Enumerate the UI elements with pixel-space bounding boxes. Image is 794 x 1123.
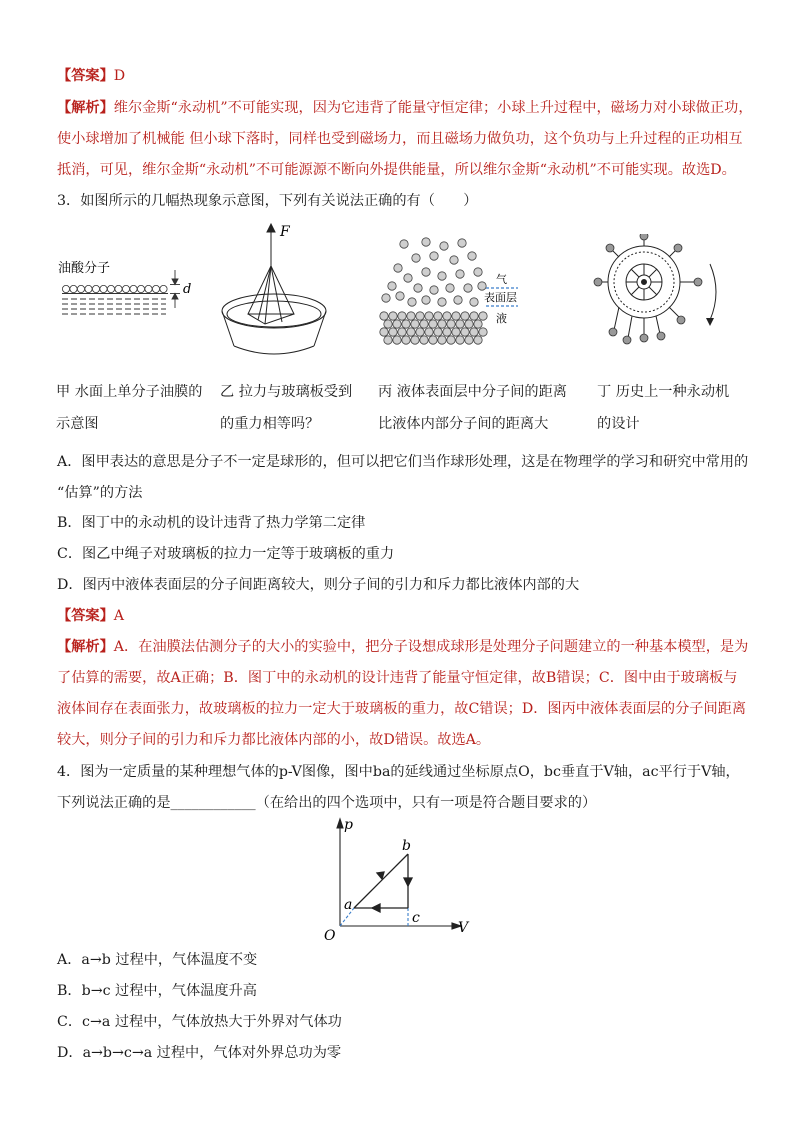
- surface-layer-label: 表面层: [484, 291, 517, 304]
- q3-option-b: B．图丁中的永动机的设计违背了热力学第二定律: [57, 515, 366, 531]
- q2-analysis-line-3: 抵消，可见，维尔金斯“永动机”不可能源源不断向外提供能量，所以维尔金斯“永动机”不可能实现。故选D。: [57, 162, 736, 178]
- q2-answer: [57, 66, 754, 86]
- liquid-label: 液: [496, 312, 507, 325]
- origin-label: O: [324, 928, 336, 944]
- q3-analysis-line-1: [57, 637, 754, 657]
- basin-bottom: [234, 346, 314, 354]
- point-a-label: a: [344, 897, 353, 913]
- gas-label: 气: [496, 273, 507, 286]
- analysis-text: 维尔金斯“永动机”不可能实现，因为它违背了能量守恒定律；小球上升过程中，磁场力对小球做正功，: [113, 100, 753, 116]
- point-c-label: c: [412, 910, 420, 926]
- caption-bing-2: 比液体内部分子间的距离大: [378, 416, 549, 432]
- oleic-acid-label: 油酸分子: [58, 261, 111, 276]
- caption-yi-2: 的重力相等吗？: [220, 416, 320, 432]
- answer-label: 【答案】: [57, 68, 114, 84]
- q4-stem-line-2: 下列说法正确的是____________（在给出的四个选项中，只有一项是符合题目要求的）: [57, 795, 597, 811]
- analysis-label: 【解析】: [57, 639, 114, 655]
- caption-ding-2: 的设计: [597, 416, 640, 432]
- q4-option-d: D．a→b→c→a 过程中，气体对外界总功为零: [57, 1045, 342, 1061]
- analysis-text: A．在油膜法估测分子的大小的实验中，把分子设想成球形是处理分子问题建立的一种基本模型，是为: [113, 639, 749, 655]
- gas-molecules: [382, 238, 486, 306]
- rotation-arrow-icon: [706, 318, 714, 326]
- thickness-d: d: [183, 282, 192, 297]
- perpetual-motion-wheel: [600, 236, 716, 338]
- p-axis-label: p: [344, 817, 353, 833]
- q3-figure-jia: [56, 248, 196, 328]
- q3-analysis-line-3: 液体间存在表面张力，故玻璃板的拉力一定大于玻璃板的重力，故C错误；D．图丙中液体表面层的分子间距离: [57, 701, 747, 717]
- q3-figure-yi: [218, 222, 338, 362]
- q3-option-d: D．图丙中液体表面层的分子间距离较大，则分子间的引力和斥力都比液体内部的大: [57, 577, 580, 593]
- q3-figure-bing: [378, 236, 528, 348]
- p-axis-arrow-icon: [337, 819, 343, 828]
- q3-option-c: C．图乙中绳子对玻璃板的拉力一定等于玻璃板的重力: [57, 546, 395, 562]
- oil-film-molecules: [62, 285, 167, 292]
- q3-answer: [57, 606, 754, 626]
- q3-analysis-line-4: 较大，则分子间的引力和斥力都比液体内部的小，故D错误。故选A。: [57, 732, 491, 748]
- basin-rim: [222, 294, 326, 328]
- force-arrow-icon: [267, 224, 275, 232]
- arrow-bc-icon: [404, 878, 412, 886]
- thickness-marker: [170, 270, 180, 308]
- caption-bing-1: 丙 液体表面层中分子间的距离: [378, 384, 567, 400]
- q3-option-a-line-2: “估算”的方法: [57, 485, 143, 501]
- answer-value: D: [113, 68, 126, 84]
- force-label: F: [280, 224, 290, 240]
- q2-analysis-line-2: 使小球增加了机械能 但小球下落时，同样也受到磁场力，而且磁场力做负功，这个负功与上升过程的正功相互: [57, 131, 743, 147]
- q4-option-b: B．b→c 过程中，气体温度升高: [57, 983, 257, 999]
- q4-option-c: C．c→a 过程中，气体放热大于外界对气体功: [57, 1014, 342, 1030]
- caption-ding-1: 丁 历史上一种永动机: [597, 384, 730, 400]
- glass-plate: [248, 266, 294, 314]
- q3-option-a-line-1: A．图甲表达的意思是分子不一定是球形的，但可以把它们当作球形处理，这是在物理学的学习和研究中常用的: [57, 454, 749, 470]
- caption-jia-1: 甲 水面上单分子油膜的: [56, 384, 203, 400]
- path-ab: [354, 854, 408, 908]
- arrow-ab-icon: [377, 872, 384, 879]
- answer-value: A: [113, 608, 125, 624]
- q3-figure-ding: [592, 234, 742, 352]
- q3-analysis-line-2: 了估算的需要，故A正确；B．图丁中的永动机的设计违背了能量守恒定律，故B错误；C．图中由于玻璃板与: [57, 670, 738, 686]
- q4-option-a: A．a→b 过程中，气体温度不变: [57, 952, 258, 968]
- liquid-molecules: [380, 312, 487, 344]
- q4-pv-graph: [318, 816, 478, 944]
- q4-stem-line-1: 4．图为一定质量的某种理想气体的p-V图像，图中ba的延线通过坐标原点O，bc垂直于V轴，ac平行于V轴，: [57, 764, 740, 780]
- caption-jia-2: 示意图: [56, 416, 99, 432]
- water-lines: [62, 294, 168, 315]
- q3-stem: 3．如图所示的几幅热现象示意图，下列有关说法正确的有（ ）: [57, 193, 478, 209]
- point-b-label: b: [402, 838, 411, 854]
- v-axis-label: V: [458, 920, 469, 936]
- q2-analysis-line-1: [57, 98, 754, 118]
- arrow-ca-icon: [372, 904, 380, 912]
- wheel-balls: [594, 234, 702, 344]
- caption-yi-1: 乙 拉力与玻璃板受到: [220, 384, 353, 400]
- analysis-label: 【解析】: [57, 100, 114, 116]
- answer-label: 【答案】: [57, 608, 114, 624]
